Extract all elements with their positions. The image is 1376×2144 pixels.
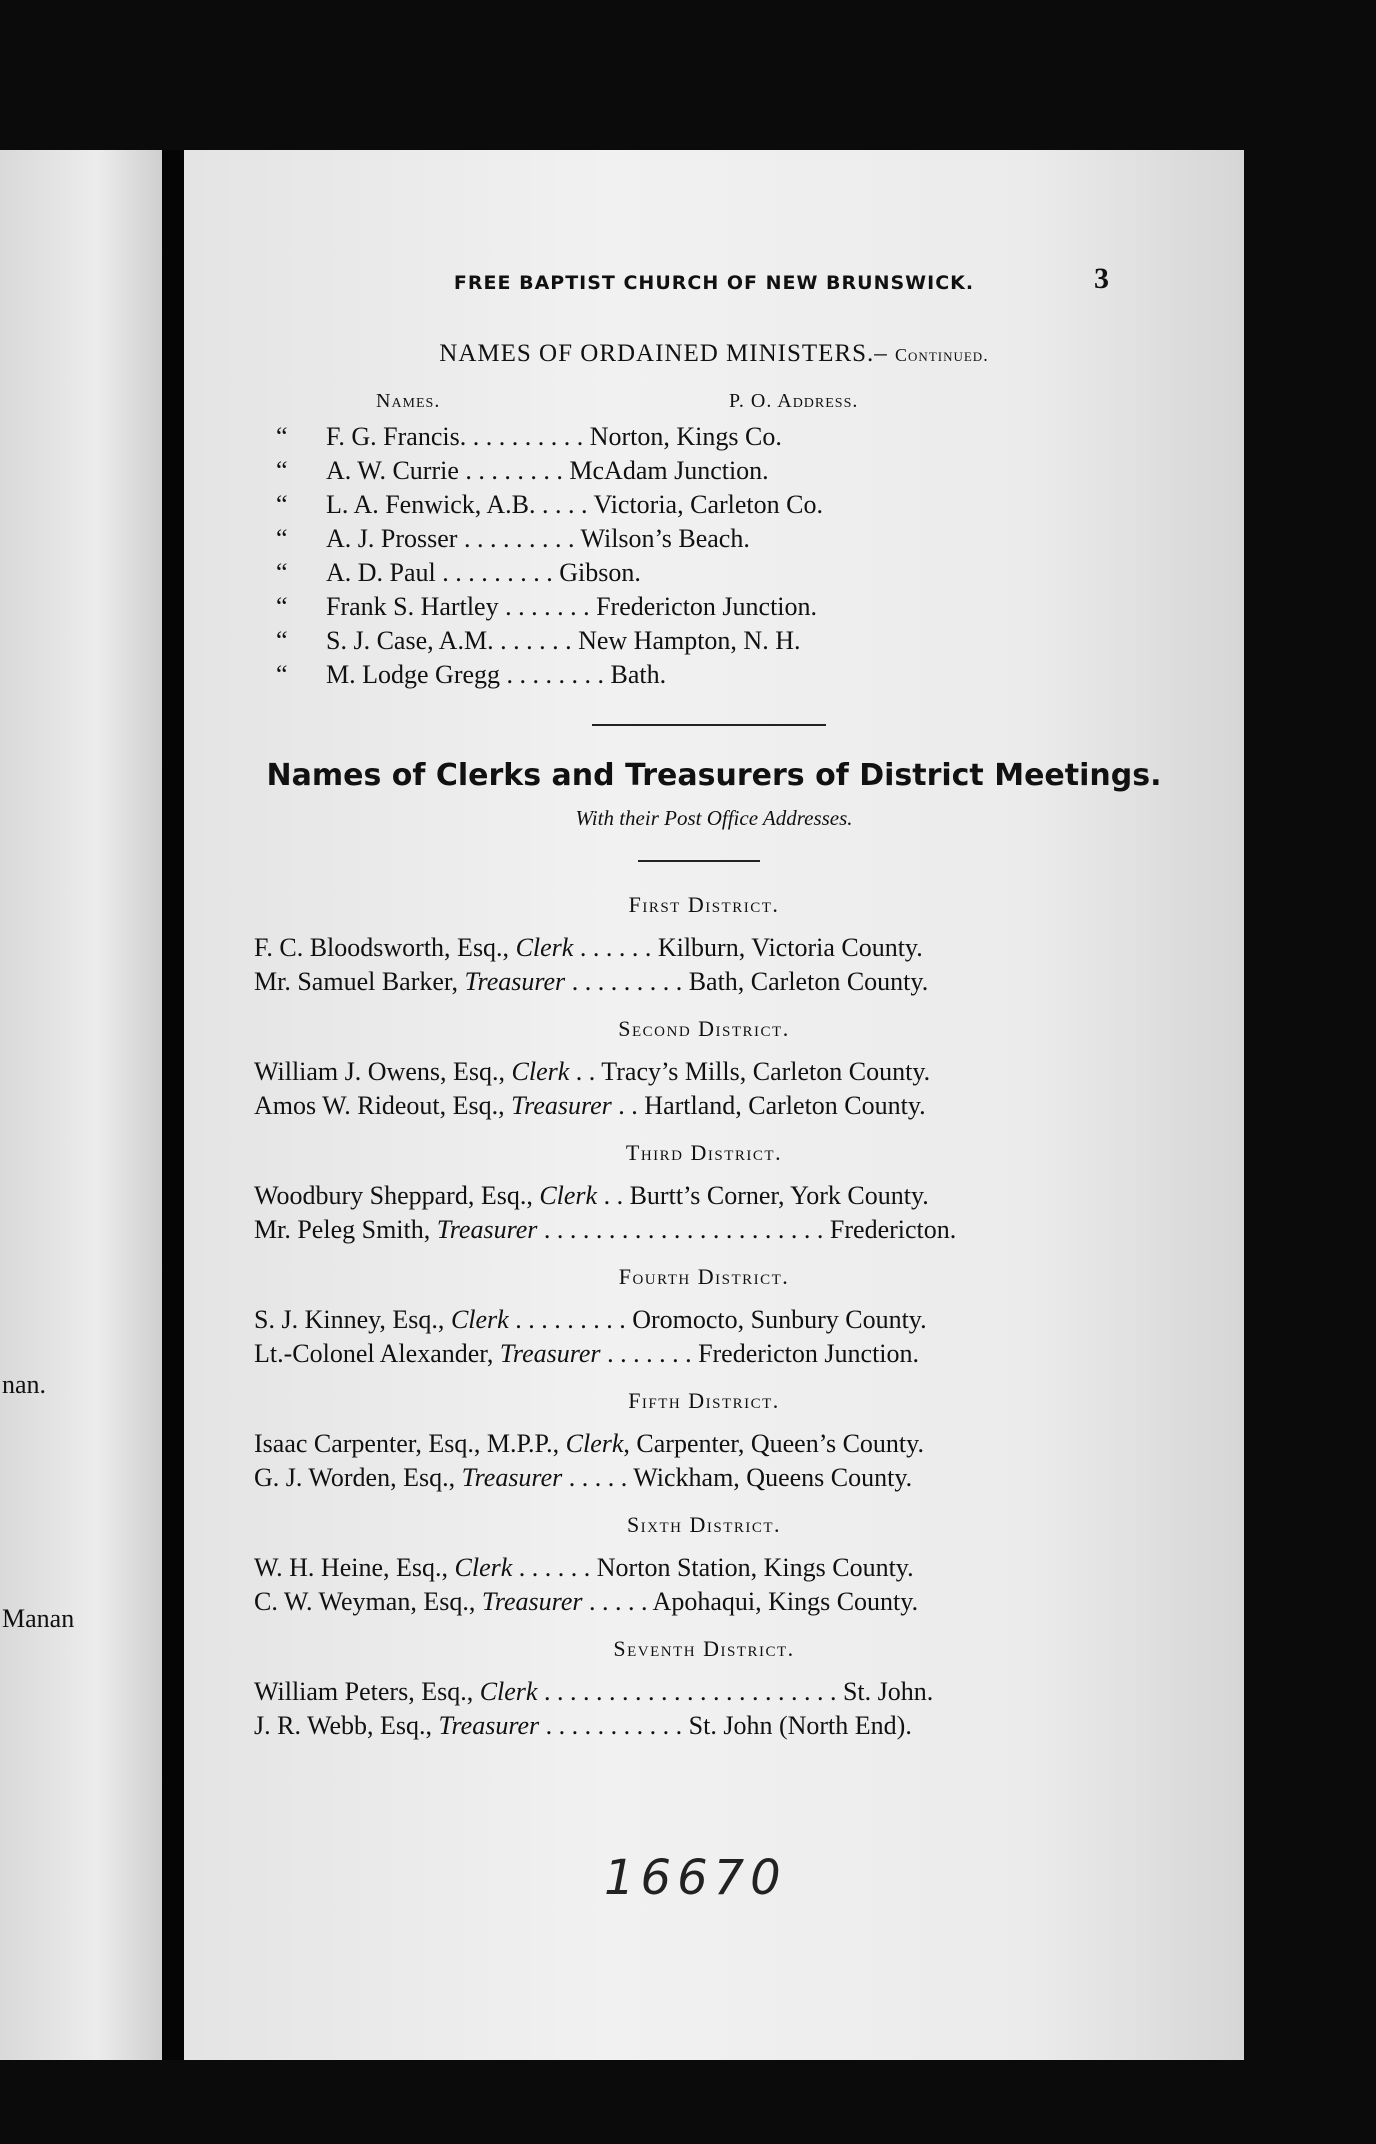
district-heading: Second District. (618, 1016, 790, 1041)
ditto-mark: “ (276, 422, 288, 451)
book-spine (162, 150, 184, 2060)
district-heading: Fourth District. (618, 1264, 790, 1289)
entry-name: J. R. Webb, Esq., (254, 1711, 439, 1740)
entry-name: S. J. Kinney, Esq., (254, 1305, 451, 1334)
entry-name: C. W. Weyman, Esq., (254, 1587, 482, 1616)
entry-rest: . . . . . . . . . . . St. John (North End). (539, 1711, 912, 1740)
district-entry (254, 1461, 1154, 1495)
district-block (254, 1505, 1154, 1619)
entry-role: Clerk (479, 1677, 538, 1706)
minister-entry: L. A. Fenwick, A.B. . . . . Victoria, Carleton Co. (326, 490, 823, 519)
handwritten-number: 16670 (604, 1850, 787, 1906)
entry-rest: . . Hartland, Carleton County. (611, 1091, 926, 1120)
district-heading: Seventh District. (613, 1636, 795, 1661)
entry-name: G. J. Worden, Esq., (254, 1463, 462, 1492)
district-heading: First District. (628, 892, 780, 917)
district-entry (254, 1303, 1154, 1337)
page-number: 3 (1094, 262, 1109, 295)
column-header-names: Names. (376, 390, 441, 412)
district-entry (254, 1337, 1154, 1371)
district-entry (254, 1055, 1154, 1089)
district-entry (254, 1551, 1154, 1585)
left-fragment-2: Manan (2, 1604, 75, 1633)
entry-role: Clerk (515, 933, 574, 962)
left-fragment-1: nan. (2, 1370, 47, 1399)
ditto-mark: “ (276, 524, 288, 553)
district-block (254, 1257, 1154, 1371)
ditto-mark: “ (276, 660, 288, 689)
entry-role: Clerk (511, 1057, 570, 1086)
district-entry (254, 1427, 1154, 1461)
document-page (184, 150, 1244, 2060)
district-entry (254, 1213, 1154, 1247)
entry-rest: . . . . . . . Fredericton Junction. (600, 1339, 920, 1368)
ministers-list (276, 422, 1176, 694)
entry-rest: . . . . . . Norton Station, Kings County. (512, 1553, 914, 1582)
facing-page-fragment (0, 150, 162, 2060)
running-head: FREE BAPTIST CHURCH OF NEW BRUNSWICK. (453, 272, 975, 294)
minister-row (276, 524, 1176, 558)
ditto-mark: “ (276, 626, 288, 655)
entry-rest: . . . . . . . . . . . . . . . . . . . . . . Fredericton. (537, 1215, 957, 1244)
minister-entry: M. Lodge Gregg . . . . . . . . Bath. (326, 660, 667, 689)
ditto-mark: “ (276, 592, 288, 621)
minister-entry: F. G. Francis. . . . . . . . . . Norton, Kings Co. (326, 422, 782, 451)
entry-name: Lt.-Colonel Alexander, (254, 1339, 500, 1368)
entry-rest: . . . . . . . . . Bath, Carleton County. (565, 967, 929, 996)
entry-role: Clerk (450, 1305, 509, 1334)
district-block (254, 1629, 1154, 1743)
minister-row (276, 660, 1176, 694)
entry-rest: . . . . . Wickham, Queens County. (562, 1463, 913, 1492)
minister-entry: S. J. Case, A.M. . . . . . . New Hampton, N. H. (326, 626, 801, 655)
entry-rest: . . . . . . . . . . . . . . . . . . . . . . . St. John. (537, 1677, 934, 1706)
entry-role: Treasurer (461, 1463, 563, 1492)
district-entry (254, 1675, 1154, 1709)
entry-name: Woodbury Sheppard, Esq., (254, 1181, 540, 1210)
minister-row (276, 592, 1176, 626)
district-heading: Third District. (625, 1140, 783, 1165)
minister-row (276, 490, 1176, 524)
entry-role: Clerk (539, 1181, 598, 1210)
ministers-title-continued: Continued. (895, 345, 989, 365)
district-block (254, 885, 1154, 999)
divider-rule (592, 724, 826, 726)
ditto-mark: “ (276, 490, 288, 519)
entry-role: Treasurer (499, 1339, 601, 1368)
entry-role: Clerk (565, 1429, 624, 1458)
district-entry (254, 1179, 1154, 1213)
district-entry (254, 1585, 1154, 1619)
entry-rest: . . Tracy’s Mills, Carleton County. (569, 1057, 931, 1086)
ditto-mark: “ (276, 456, 288, 485)
entry-rest: . . . . . . Kilburn, Victoria County. (573, 933, 923, 962)
entry-role: Treasurer (438, 1711, 540, 1740)
minister-row (276, 558, 1176, 592)
entry-role: Clerk (454, 1553, 513, 1582)
clerks-title: Names of Clerks and Treasurers of District Meetings. (266, 758, 1162, 793)
divider-rule-short (638, 860, 760, 862)
minister-entry: A. D. Paul . . . . . . . . . Gibson. (326, 558, 641, 587)
entry-role: Treasurer (511, 1091, 612, 1120)
minister-row (276, 422, 1176, 456)
ministers-section-title (184, 340, 1244, 368)
entry-name: W. H. Heine, Esq., (254, 1553, 455, 1582)
entry-role: Treasurer (481, 1587, 583, 1616)
district-heading: Fifth District. (628, 1388, 780, 1413)
column-header-address: P. O. Address. (729, 390, 859, 412)
district-block (254, 1133, 1154, 1247)
ditto-mark: “ (276, 558, 288, 587)
minister-row (276, 456, 1176, 490)
entry-name: William Peters, Esq., (254, 1677, 480, 1706)
minister-entry: A. W. Currie . . . . . . . . McAdam Junction. (326, 456, 769, 485)
minister-entry: Frank S. Hartley . . . . . . . Fredericton Junction. (326, 592, 818, 621)
entry-rest: , Carpenter, Queen’s County. (623, 1429, 924, 1458)
entry-role: Treasurer (436, 1215, 538, 1244)
entry-rest: . . . . . . . . . Oromocto, Sunbury County. (508, 1305, 927, 1334)
entry-role: Treasurer (464, 967, 566, 996)
district-entry (254, 965, 1154, 999)
entry-name: Amos W. Rideout, Esq., (254, 1091, 512, 1120)
entry-name: Mr. Samuel Barker, (254, 967, 465, 996)
district-block (254, 1009, 1154, 1123)
district-entry (254, 1709, 1154, 1743)
entry-name: Isaac Carpenter, Esq., M.P.P., (254, 1429, 566, 1458)
minister-row (276, 626, 1176, 660)
districts-list (254, 885, 1154, 1753)
ministers-title: NAMES OF ORDAINED MINISTERS.– (439, 340, 888, 367)
entry-name: Mr. Peleg Smith, (254, 1215, 437, 1244)
entry-rest: . . Burtt’s Corner, York County. (597, 1181, 929, 1210)
district-entry (254, 1089, 1154, 1123)
entry-name: F. C. Bloodsworth, Esq., (254, 933, 516, 962)
minister-entry: A. J. Prosser . . . . . . . . . Wilson’s Beach. (326, 524, 750, 553)
clerks-subtitle: With their Post Office Addresses. (575, 806, 853, 830)
entry-name: William J. Owens, Esq., (254, 1057, 512, 1086)
district-heading: Sixth District. (626, 1512, 782, 1537)
district-entry (254, 931, 1154, 965)
entry-rest: . . . . . Apohaqui, Kings County. (582, 1587, 919, 1616)
district-block (254, 1381, 1154, 1495)
